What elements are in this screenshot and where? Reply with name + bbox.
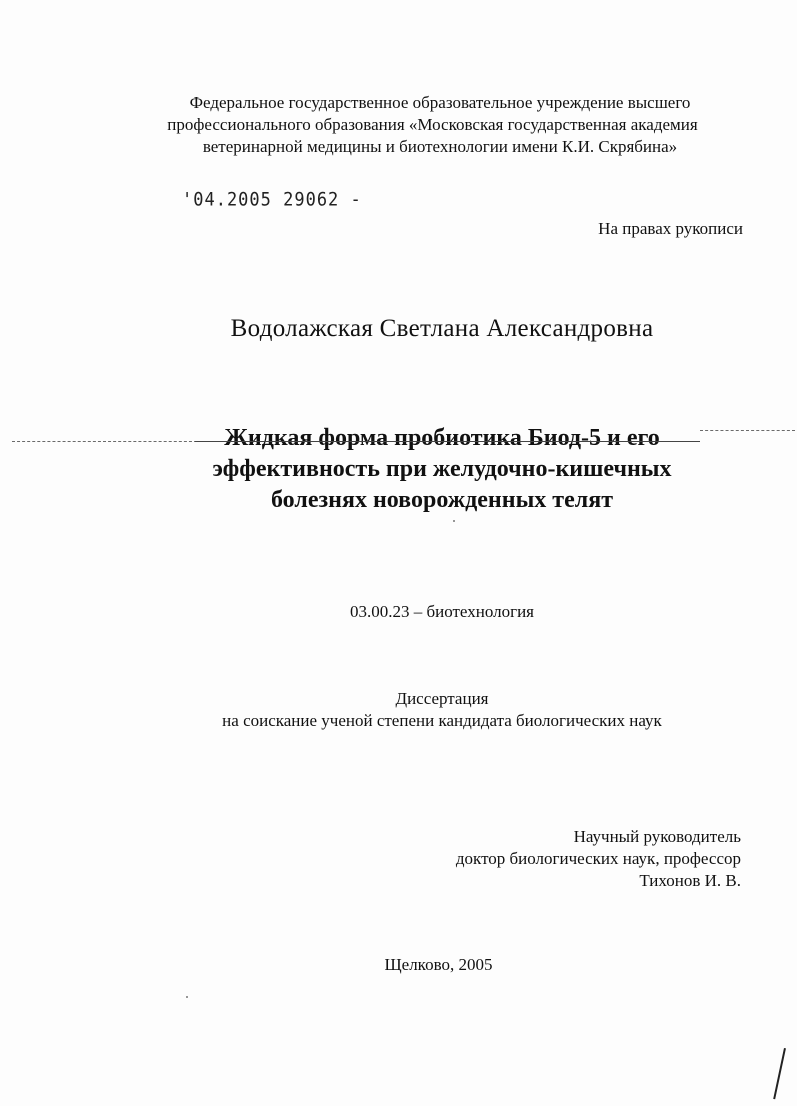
title-strike-line	[195, 441, 700, 442]
degree-line: на соискание ученой степени кандидата биологических наук	[222, 711, 662, 730]
supervisor-block	[456, 826, 741, 892]
scan-speck	[453, 520, 455, 522]
manuscript-note: На правах рукописи	[598, 219, 743, 238]
institution-line-2: профессионального образования «Московская государственная академия	[167, 115, 698, 134]
title-line-2: эффективность при желудочно-кишечных	[212, 456, 672, 482]
city-year: Щелково, 2005	[384, 955, 493, 974]
institution-line-1: Федеральное государственное образовательное учреждение высшего	[189, 93, 691, 112]
dissertation-title	[0, 423, 797, 516]
dissertation-degree	[0, 688, 797, 732]
supervisor-label: Научный руководитель	[573, 827, 741, 846]
scan-scratch-mark	[773, 1048, 786, 1099]
institution-header	[100, 92, 780, 158]
institution-line-3: ветеринарной медицины и биотехнологии имени К.И. Скрябина»	[202, 137, 678, 156]
title-line-1: Жидкая форма пробиотика Биод-5 и его	[224, 425, 660, 451]
supervisor-name: Тихонов И. В.	[639, 871, 741, 890]
title-line-3: болезнях новорожденных телят	[271, 487, 613, 513]
supervisor-degree: доктор биологических наук, профессор	[455, 849, 741, 868]
specialty-code: 03.00.23 – биотехнология	[349, 602, 535, 621]
scan-speck	[186, 996, 188, 998]
dissertation-label: Диссертация	[395, 689, 489, 708]
author-name: Водолажская Светлана Александровна	[230, 315, 654, 342]
stamp-number: '04.2005 29062 -	[182, 189, 362, 211]
